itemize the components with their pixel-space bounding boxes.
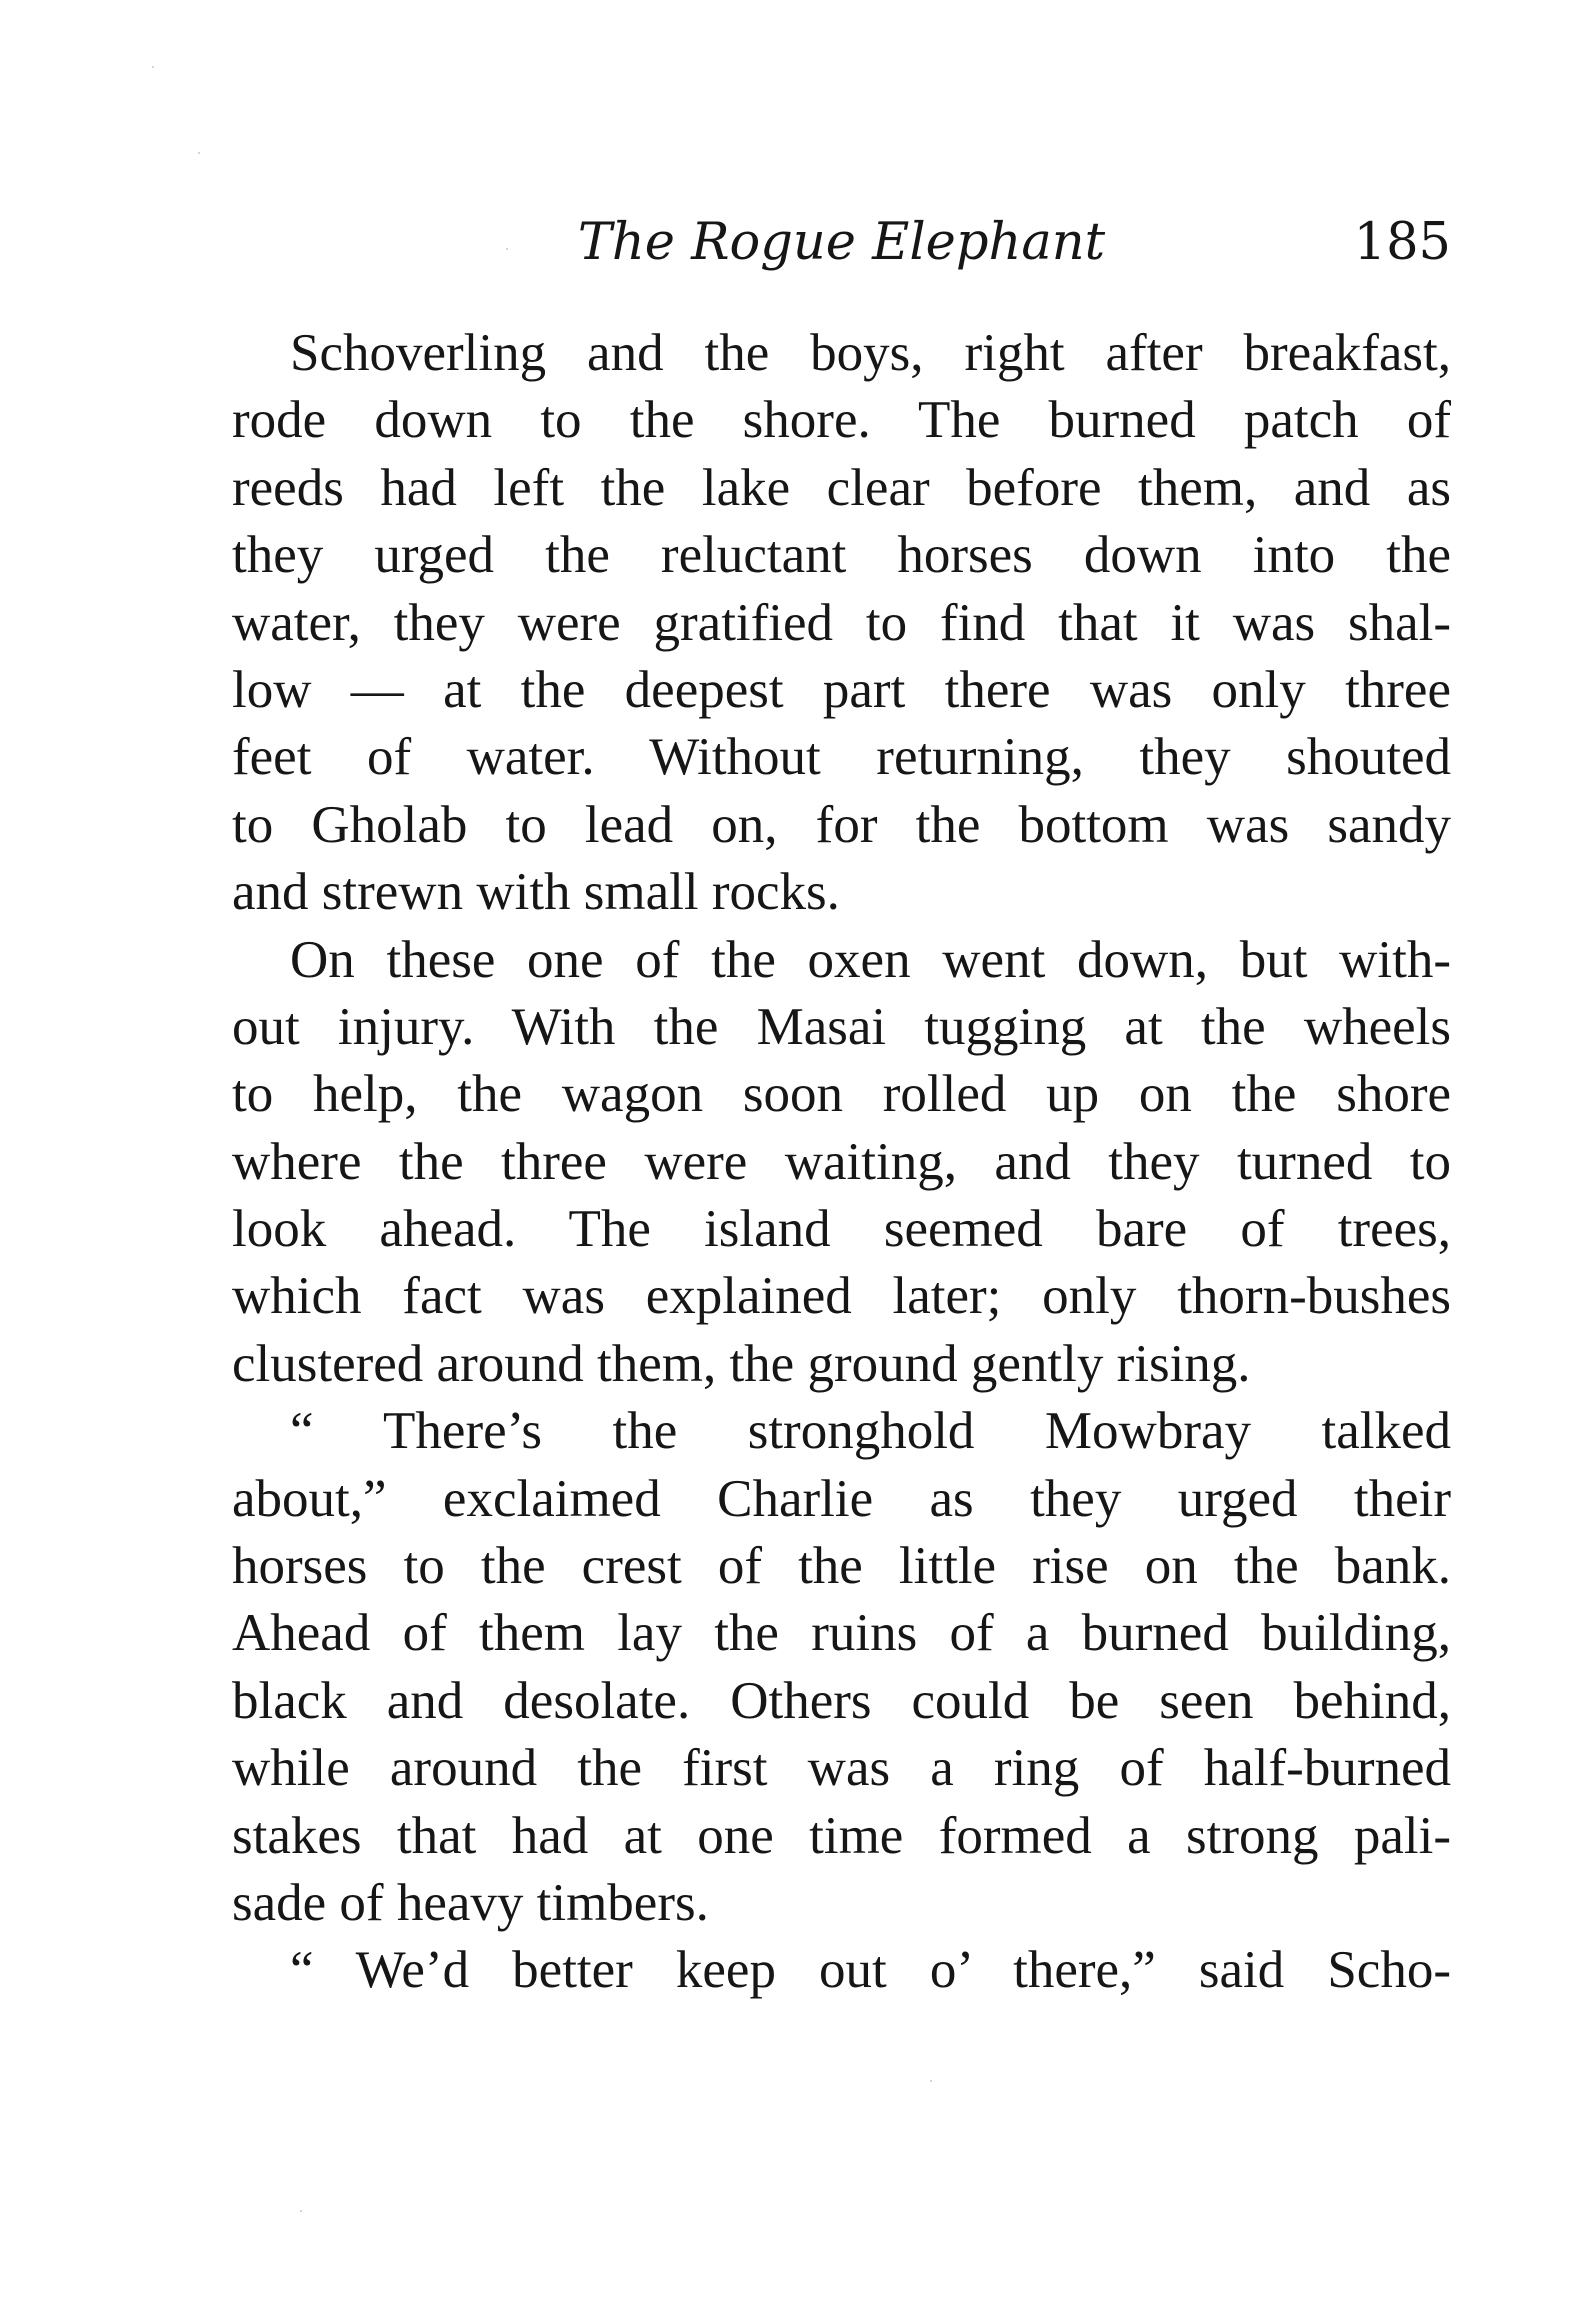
text-line: look ahead. The island seemed bare of trees, [232,1200,1451,1259]
running-title: The Rogue Elephant [577,213,1106,272]
text-line: horses to the crest of the little rise on the bank. [232,1537,1451,1596]
text-line: while around the first was a ring of half-burned [232,1739,1451,1798]
text-line: low — at the deepest part there was only three [232,660,1451,719]
text-line: about,” exclaimed Charlie as they urged their [232,1469,1451,1528]
text-line: sade of heavy timbers. [232,1873,709,1932]
text-line: Ahead of them lay the ruins of a burned building, [232,1604,1451,1663]
body-text [232,320,1451,2005]
text-line: reeds had left the lake clear before them, and as [232,458,1451,517]
running-header [232,208,1451,278]
text-line: where the three were waiting, and they turned to [232,1132,1451,1191]
text-line: to help, the wagon soon rolled up on the shore [232,1065,1451,1124]
text-line: feet of water. Without returning, they shouted [232,728,1451,787]
text-line: stakes that had at one time formed a strong pali- [232,1806,1451,1865]
text-line: clustered around them, the ground gently rising. [232,1334,1251,1393]
paper-speck [152,66,154,68]
paper-speck [506,248,508,250]
text-line: out injury. With the Masai tugging at the wheels [232,997,1451,1056]
text-line: On these one of the oxen went down, but with- [290,930,1451,989]
paper-speck [198,152,200,154]
paper-speck [930,2080,932,2082]
text-line: which fact was explained later; only thorn-bushes [232,1267,1451,1326]
text-line: “ We’d better keep out o’ there,” said Scho- [290,1941,1451,2000]
text-line: water, they were gratified to find that it was shal- [232,593,1451,652]
text-line: to Gholab to lead on, for the bottom was sandy [232,795,1451,854]
paper-speck [300,2210,302,2212]
text-line: Schoverling and the boys, right after breakfast, [290,324,1451,382]
text-line: “ There’s the stronghold Mowbray talked [290,1402,1451,1461]
page-number: 185 [1353,213,1451,272]
text-line: black and desolate. Others could be seen behind, [232,1671,1451,1730]
text-line: and strewn with small rocks. [232,863,840,922]
text-line: they urged the reluctant horses down into the [232,526,1451,585]
text-line: rode down to the shore. The burned patch of [232,391,1451,450]
